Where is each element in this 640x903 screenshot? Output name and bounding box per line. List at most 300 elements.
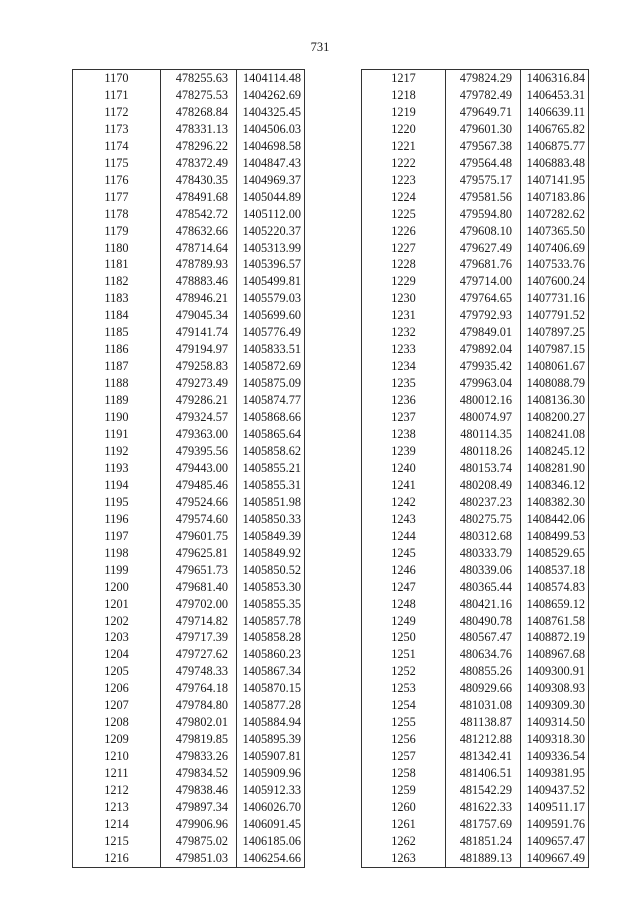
y-coordinate-cell: 1409657.47 <box>521 833 589 850</box>
table-row <box>73 528 305 545</box>
table-row <box>73 172 305 189</box>
point-number-cell: 1254 <box>362 697 446 714</box>
table-row <box>362 70 589 87</box>
x-coordinate-cell: 479363.00 <box>161 426 237 443</box>
y-coordinate-cell: 1407533.76 <box>521 256 589 273</box>
y-coordinate-cell: 1404262.69 <box>237 87 305 104</box>
x-coordinate-cell: 479594.80 <box>446 206 521 223</box>
point-number-cell: 1234 <box>362 358 446 375</box>
y-coordinate-cell: 1409381.95 <box>521 765 589 782</box>
y-coordinate-cell: 1405849.39 <box>237 528 305 545</box>
point-number-cell: 1244 <box>362 528 446 545</box>
table-row <box>73 663 305 680</box>
table-row <box>73 646 305 663</box>
x-coordinate-cell: 479727.62 <box>161 646 237 663</box>
table-row <box>73 290 305 307</box>
y-coordinate-cell: 1406883.48 <box>521 155 589 172</box>
point-number-cell: 1250 <box>362 629 446 646</box>
table-row <box>73 206 305 223</box>
table-row <box>362 375 589 392</box>
point-number-cell: 1245 <box>362 545 446 562</box>
table-row <box>73 443 305 460</box>
point-number-cell: 1221 <box>362 138 446 155</box>
point-number-cell: 1196 <box>73 511 161 528</box>
x-coordinate-cell: 479802.01 <box>161 714 237 731</box>
x-coordinate-cell: 480421.16 <box>446 596 521 613</box>
table-row <box>73 562 305 579</box>
point-number-cell: 1204 <box>73 646 161 663</box>
y-coordinate-cell: 1405044.89 <box>237 189 305 206</box>
y-coordinate-cell: 1405396.57 <box>237 256 305 273</box>
table-row <box>362 646 589 663</box>
x-coordinate-cell: 478491.68 <box>161 189 237 206</box>
table-row <box>73 460 305 477</box>
y-coordinate-cell: 1409309.30 <box>521 697 589 714</box>
point-number-cell: 1232 <box>362 324 446 341</box>
y-coordinate-cell: 1405850.33 <box>237 511 305 528</box>
x-coordinate-cell: 480929.66 <box>446 680 521 697</box>
point-number-cell: 1210 <box>73 748 161 765</box>
x-coordinate-cell: 481342.41 <box>446 748 521 765</box>
x-coordinate-cell: 479045.34 <box>161 307 237 324</box>
table-row <box>362 307 589 324</box>
y-coordinate-cell: 1405220.37 <box>237 223 305 240</box>
table-row <box>362 697 589 714</box>
x-coordinate-cell: 481031.08 <box>446 697 521 714</box>
y-coordinate-cell: 1406875.77 <box>521 138 589 155</box>
table-row <box>362 850 589 867</box>
y-coordinate-cell: 1406026.70 <box>237 799 305 816</box>
table-row <box>362 341 589 358</box>
y-coordinate-cell: 1407791.52 <box>521 307 589 324</box>
x-coordinate-cell: 479524.66 <box>161 494 237 511</box>
point-number-cell: 1246 <box>362 562 446 579</box>
point-number-cell: 1258 <box>362 765 446 782</box>
point-number-cell: 1185 <box>73 324 161 341</box>
y-coordinate-cell: 1407987.15 <box>521 341 589 358</box>
table-row <box>73 104 305 121</box>
y-coordinate-cell: 1405855.31 <box>237 477 305 494</box>
table-row <box>362 545 589 562</box>
x-coordinate-cell: 478296.22 <box>161 138 237 155</box>
point-number-cell: 1206 <box>73 680 161 697</box>
y-coordinate-cell: 1408346.12 <box>521 477 589 494</box>
y-coordinate-cell: 1406254.66 <box>237 850 305 867</box>
point-number-cell: 1203 <box>73 629 161 646</box>
x-coordinate-cell: 479764.18 <box>161 680 237 697</box>
point-number-cell: 1215 <box>73 833 161 850</box>
x-coordinate-cell: 479906.96 <box>161 816 237 833</box>
x-coordinate-cell: 480333.79 <box>446 545 521 562</box>
y-coordinate-cell: 1405699.60 <box>237 307 305 324</box>
point-number-cell: 1230 <box>362 290 446 307</box>
table-row <box>73 121 305 138</box>
table-row <box>362 494 589 511</box>
y-coordinate-cell: 1408200.27 <box>521 409 589 426</box>
x-coordinate-cell: 479784.80 <box>161 697 237 714</box>
table-row <box>362 290 589 307</box>
y-coordinate-cell: 1409336.54 <box>521 748 589 765</box>
y-coordinate-cell: 1405855.35 <box>237 596 305 613</box>
y-coordinate-cell: 1405858.28 <box>237 629 305 646</box>
table-row <box>73 87 305 104</box>
x-coordinate-cell: 480634.76 <box>446 646 521 663</box>
point-number-cell: 1239 <box>362 443 446 460</box>
y-coordinate-cell: 1408061.67 <box>521 358 589 375</box>
table-row <box>362 579 589 596</box>
point-number-cell: 1241 <box>362 477 446 494</box>
x-coordinate-cell: 478275.53 <box>161 87 237 104</box>
y-coordinate-cell: 1406639.11 <box>521 104 589 121</box>
table-row <box>73 816 305 833</box>
table-row <box>73 256 305 273</box>
point-number-cell: 1182 <box>73 273 161 290</box>
x-coordinate-cell: 479286.21 <box>161 392 237 409</box>
x-coordinate-cell: 479892.04 <box>446 341 521 358</box>
table-row <box>73 748 305 765</box>
x-coordinate-cell: 479575.17 <box>446 172 521 189</box>
point-number-cell: 1179 <box>73 223 161 240</box>
y-coordinate-cell: 1405895.39 <box>237 731 305 748</box>
point-number-cell: 1173 <box>73 121 161 138</box>
point-number-cell: 1198 <box>73 545 161 562</box>
y-coordinate-cell: 1405776.49 <box>237 324 305 341</box>
x-coordinate-cell: 479258.83 <box>161 358 237 375</box>
point-number-cell: 1248 <box>362 596 446 613</box>
x-coordinate-cell: 480114.35 <box>446 426 521 443</box>
point-number-cell: 1180 <box>73 240 161 257</box>
x-coordinate-cell: 479485.46 <box>161 477 237 494</box>
y-coordinate-cell: 1405855.21 <box>237 460 305 477</box>
point-number-cell: 1226 <box>362 223 446 240</box>
table-row <box>73 596 305 613</box>
y-coordinate-cell: 1405875.09 <box>237 375 305 392</box>
y-coordinate-cell: 1405579.03 <box>237 290 305 307</box>
point-number-cell: 1197 <box>73 528 161 545</box>
table-row <box>362 562 589 579</box>
table-row <box>362 765 589 782</box>
point-number-cell: 1208 <box>73 714 161 731</box>
table-row <box>362 443 589 460</box>
y-coordinate-cell: 1407141.95 <box>521 172 589 189</box>
y-coordinate-cell: 1405853.30 <box>237 579 305 596</box>
point-number-cell: 1256 <box>362 731 446 748</box>
point-number-cell: 1195 <box>73 494 161 511</box>
table-row <box>362 104 589 121</box>
table-row <box>73 714 305 731</box>
y-coordinate-cell: 1405858.62 <box>237 443 305 460</box>
y-coordinate-cell: 1408136.30 <box>521 392 589 409</box>
x-coordinate-cell: 478268.84 <box>161 104 237 121</box>
x-coordinate-cell: 480490.78 <box>446 613 521 630</box>
x-coordinate-cell: 479141.74 <box>161 324 237 341</box>
table-row <box>73 799 305 816</box>
x-coordinate-cell: 479601.30 <box>446 121 521 138</box>
point-number-cell: 1235 <box>362 375 446 392</box>
x-coordinate-cell: 478789.93 <box>161 256 237 273</box>
point-number-cell: 1200 <box>73 579 161 596</box>
y-coordinate-cell: 1406091.45 <box>237 816 305 833</box>
y-coordinate-cell: 1408529.65 <box>521 545 589 562</box>
x-coordinate-cell: 479681.40 <box>161 579 237 596</box>
y-coordinate-cell: 1405850.52 <box>237 562 305 579</box>
x-coordinate-cell: 481622.33 <box>446 799 521 816</box>
y-coordinate-cell: 1405872.69 <box>237 358 305 375</box>
y-coordinate-cell: 1404969.37 <box>237 172 305 189</box>
point-number-cell: 1223 <box>362 172 446 189</box>
point-number-cell: 1260 <box>362 799 446 816</box>
point-number-cell: 1217 <box>362 70 446 87</box>
x-coordinate-cell: 478331.13 <box>161 121 237 138</box>
point-number-cell: 1251 <box>362 646 446 663</box>
table-row <box>73 426 305 443</box>
point-number-cell: 1219 <box>362 104 446 121</box>
point-number-cell: 1189 <box>73 392 161 409</box>
y-coordinate-cell: 1408281.90 <box>521 460 589 477</box>
table-row <box>362 223 589 240</box>
x-coordinate-cell: 480208.49 <box>446 477 521 494</box>
table-row <box>362 613 589 630</box>
x-coordinate-cell: 479838.46 <box>161 782 237 799</box>
point-number-cell: 1186 <box>73 341 161 358</box>
table-row <box>362 663 589 680</box>
y-coordinate-cell: 1408537.18 <box>521 562 589 579</box>
x-coordinate-cell: 481542.29 <box>446 782 521 799</box>
y-coordinate-cell: 1409314.50 <box>521 714 589 731</box>
point-number-cell: 1188 <box>73 375 161 392</box>
x-coordinate-cell: 478946.21 <box>161 290 237 307</box>
x-coordinate-cell: 478542.72 <box>161 206 237 223</box>
x-coordinate-cell: 479875.02 <box>161 833 237 850</box>
table-row <box>73 273 305 290</box>
table-row <box>362 121 589 138</box>
y-coordinate-cell: 1407365.50 <box>521 223 589 240</box>
table-row <box>73 307 305 324</box>
point-number-cell: 1176 <box>73 172 161 189</box>
y-coordinate-cell: 1405867.34 <box>237 663 305 680</box>
y-coordinate-cell: 1405865.64 <box>237 426 305 443</box>
y-coordinate-cell: 1409318.30 <box>521 731 589 748</box>
table-row <box>73 223 305 240</box>
x-coordinate-cell: 479581.56 <box>446 189 521 206</box>
table-row <box>362 172 589 189</box>
y-coordinate-cell: 1407731.16 <box>521 290 589 307</box>
x-coordinate-cell: 479764.65 <box>446 290 521 307</box>
table-row <box>362 511 589 528</box>
y-coordinate-cell: 1405868.66 <box>237 409 305 426</box>
table-row <box>362 460 589 477</box>
table-row <box>362 680 589 697</box>
y-coordinate-cell: 1408574.83 <box>521 579 589 596</box>
point-number-cell: 1253 <box>362 680 446 697</box>
x-coordinate-cell: 480118.26 <box>446 443 521 460</box>
table-row <box>73 189 305 206</box>
point-number-cell: 1205 <box>73 663 161 680</box>
y-coordinate-cell: 1406765.82 <box>521 121 589 138</box>
table-row <box>73 545 305 562</box>
y-coordinate-cell: 1405870.15 <box>237 680 305 697</box>
table-row <box>73 240 305 257</box>
x-coordinate-cell: 479824.29 <box>446 70 521 87</box>
point-number-cell: 1170 <box>73 70 161 87</box>
point-number-cell: 1209 <box>73 731 161 748</box>
x-coordinate-cell: 479324.57 <box>161 409 237 426</box>
point-number-cell: 1211 <box>73 765 161 782</box>
x-coordinate-cell: 478883.46 <box>161 273 237 290</box>
y-coordinate-cell: 1405313.99 <box>237 240 305 257</box>
y-coordinate-cell: 1409667.49 <box>521 850 589 867</box>
table-row <box>73 782 305 799</box>
table-row <box>362 477 589 494</box>
table-row <box>73 833 305 850</box>
point-number-cell: 1175 <box>73 155 161 172</box>
x-coordinate-cell: 481212.88 <box>446 731 521 748</box>
x-coordinate-cell: 479395.56 <box>161 443 237 460</box>
table-row <box>362 189 589 206</box>
y-coordinate-cell: 1405849.92 <box>237 545 305 562</box>
table-row <box>362 426 589 443</box>
y-coordinate-cell: 1406316.84 <box>521 70 589 87</box>
point-number-cell: 1240 <box>362 460 446 477</box>
x-coordinate-cell: 479608.10 <box>446 223 521 240</box>
y-coordinate-cell: 1408659.12 <box>521 596 589 613</box>
table-row <box>362 714 589 731</box>
x-coordinate-cell: 479194.97 <box>161 341 237 358</box>
table-row <box>362 528 589 545</box>
x-coordinate-cell: 479834.52 <box>161 765 237 782</box>
y-coordinate-cell: 1409308.93 <box>521 680 589 697</box>
x-coordinate-cell: 480275.75 <box>446 511 521 528</box>
table-row <box>362 87 589 104</box>
table-row <box>73 629 305 646</box>
table-row <box>73 358 305 375</box>
table-row <box>362 392 589 409</box>
table-row <box>73 579 305 596</box>
point-number-cell: 1243 <box>362 511 446 528</box>
table-row <box>362 155 589 172</box>
x-coordinate-cell: 479748.33 <box>161 663 237 680</box>
x-coordinate-cell: 479819.85 <box>161 731 237 748</box>
y-coordinate-cell: 1406185.06 <box>237 833 305 850</box>
y-coordinate-cell: 1409300.91 <box>521 663 589 680</box>
point-number-cell: 1229 <box>362 273 446 290</box>
x-coordinate-cell: 479935.42 <box>446 358 521 375</box>
table-row <box>73 375 305 392</box>
table-row <box>73 680 305 697</box>
y-coordinate-cell: 1405912.33 <box>237 782 305 799</box>
x-coordinate-cell: 479627.49 <box>446 240 521 257</box>
y-coordinate-cell: 1408382.30 <box>521 494 589 511</box>
y-coordinate-cell: 1408241.08 <box>521 426 589 443</box>
y-coordinate-cell: 1405860.23 <box>237 646 305 663</box>
x-coordinate-cell: 480012.16 <box>446 392 521 409</box>
point-number-cell: 1194 <box>73 477 161 494</box>
point-number-cell: 1242 <box>362 494 446 511</box>
table-row <box>73 613 305 630</box>
y-coordinate-cell: 1404847.43 <box>237 155 305 172</box>
point-number-cell: 1233 <box>362 341 446 358</box>
coordinates-table-right <box>361 69 589 868</box>
point-number-cell: 1202 <box>73 613 161 630</box>
page-number: 731 <box>310 40 330 54</box>
y-coordinate-cell: 1405112.00 <box>237 206 305 223</box>
x-coordinate-cell: 479601.75 <box>161 528 237 545</box>
x-coordinate-cell: 480339.06 <box>446 562 521 579</box>
table-row <box>362 324 589 341</box>
y-coordinate-cell: 1405499.81 <box>237 273 305 290</box>
y-coordinate-cell: 1406453.31 <box>521 87 589 104</box>
point-number-cell: 1172 <box>73 104 161 121</box>
point-number-cell: 1257 <box>362 748 446 765</box>
y-coordinate-cell: 1405909.96 <box>237 765 305 782</box>
x-coordinate-cell: 481889.13 <box>446 850 521 867</box>
y-coordinate-cell: 1409591.76 <box>521 816 589 833</box>
x-coordinate-cell: 481851.24 <box>446 833 521 850</box>
x-coordinate-cell: 479782.49 <box>446 87 521 104</box>
y-coordinate-cell: 1409437.52 <box>521 782 589 799</box>
y-coordinate-cell: 1405874.77 <box>237 392 305 409</box>
table-row <box>362 629 589 646</box>
point-number-cell: 1187 <box>73 358 161 375</box>
table-row <box>73 697 305 714</box>
x-coordinate-cell: 479651.73 <box>161 562 237 579</box>
table-row <box>73 138 305 155</box>
table-row <box>73 392 305 409</box>
x-coordinate-cell: 478430.35 <box>161 172 237 189</box>
y-coordinate-cell: 1405857.78 <box>237 613 305 630</box>
point-number-cell: 1184 <box>73 307 161 324</box>
point-number-cell: 1259 <box>362 782 446 799</box>
x-coordinate-cell: 479574.60 <box>161 511 237 528</box>
point-number-cell: 1236 <box>362 392 446 409</box>
point-number-cell: 1213 <box>73 799 161 816</box>
point-number-cell: 1262 <box>362 833 446 850</box>
table-row <box>73 155 305 172</box>
point-number-cell: 1212 <box>73 782 161 799</box>
x-coordinate-cell: 479625.81 <box>161 545 237 562</box>
table-row <box>73 477 305 494</box>
y-coordinate-cell: 1405833.51 <box>237 341 305 358</box>
point-number-cell: 1171 <box>73 87 161 104</box>
table-row <box>362 833 589 850</box>
point-number-cell: 1249 <box>362 613 446 630</box>
x-coordinate-cell: 481757.69 <box>446 816 521 833</box>
y-coordinate-cell: 1408872.19 <box>521 629 589 646</box>
point-number-cell: 1261 <box>362 816 446 833</box>
y-coordinate-cell: 1407897.25 <box>521 324 589 341</box>
table-row <box>73 324 305 341</box>
point-number-cell: 1199 <box>73 562 161 579</box>
point-number-cell: 1183 <box>73 290 161 307</box>
x-coordinate-cell: 479273.49 <box>161 375 237 392</box>
point-number-cell: 1263 <box>362 850 446 867</box>
table-row <box>362 816 589 833</box>
x-coordinate-cell: 479897.34 <box>161 799 237 816</box>
y-coordinate-cell: 1405877.28 <box>237 697 305 714</box>
point-number-cell: 1190 <box>73 409 161 426</box>
table-row <box>73 850 305 867</box>
table-row <box>73 409 305 426</box>
table-row <box>362 206 589 223</box>
y-coordinate-cell: 1404325.45 <box>237 104 305 121</box>
table-row <box>73 765 305 782</box>
table-row <box>73 494 305 511</box>
x-coordinate-cell: 478632.66 <box>161 223 237 240</box>
point-number-cell: 1192 <box>73 443 161 460</box>
table-row <box>73 731 305 748</box>
point-number-cell: 1227 <box>362 240 446 257</box>
y-coordinate-cell: 1407406.69 <box>521 240 589 257</box>
